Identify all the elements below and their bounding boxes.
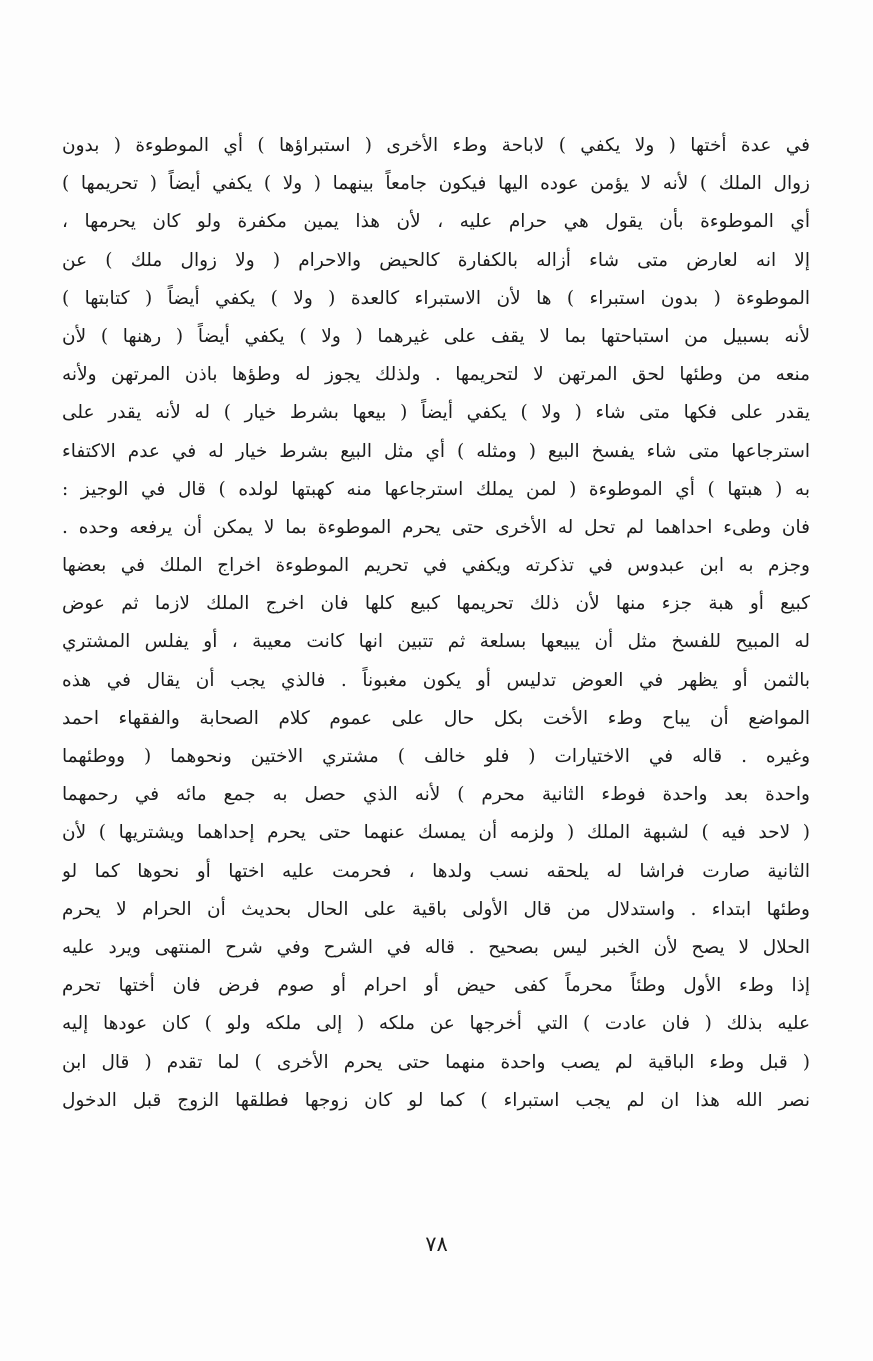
text-line: منعه من وطئها لحق المرتهن لا لتحريمها . ولذلك يجوز له وطؤها باذن المرتهن ولأنه: [62, 364, 810, 386]
text-line: له المبيح للفسخ مثل أن يبيعها بسلعة ثم تتبين انها كانت معيبة ، أو يفلس المشتري: [62, 631, 810, 653]
text-line: إذا وطء الأول وطئاً محرماً كفى حيض أو احرام أو صوم فرض فان أختها تحرم: [62, 975, 810, 997]
text-line: لأنه بسبيل من استباحتها بما لا يقف على غيرهما ( ولا ) يكفي أيضاً ( رهنها ) لأن: [62, 325, 810, 347]
text-line: واحدة بعد واحدة فوطء الثانية محرم ) لأنه الذي حصل به جمع مائه في رحمهما: [62, 784, 810, 806]
text-line: وطئها ابتداء . واستدلال من قال الأولى باقية على الحال بحديث أن الحرام لا يحرم: [62, 898, 810, 920]
text-line: كبيع أو هبة جزء منها لأن ذلك تحريمها كبيع كلها فان اخرج الملك لازما ثم عوض: [62, 593, 810, 615]
text-line: بالثمن أو يظهر في العوض تدليس أو يكون مغبوناً . فالذي يجب أن يقال في هذه: [62, 669, 810, 691]
text-line: في عدة أختها ( ولا يكفي ) لاباحة وطء الأخرى ( استبراؤها ) أي الموطوءة ( بدون: [62, 135, 810, 156]
text-line: زوال الملك ) لأنه لا يؤمن عوده اليها فيكون جامعاً بينهما ( ولا ) يكفي أيضاً ( تحريمها ): [62, 173, 810, 195]
text-line: به ( هبتها ) أي الموطوءة ( لمن يملك استرجاعها منه كهبتها لولده ) قال في الوجيز :: [62, 478, 810, 500]
body-text: [62, 127, 810, 1120]
text-line: الثانية صارت فراشا له يلحقه نسب ولدها ، فحرمت عليه اختها أو نحوها كما لو: [62, 860, 810, 882]
text-line: استرجاعها متى شاء يفسخ البيع ( ومثله ) أي مثل البيع بشرط خيار له في عدم الاكتفاء: [62, 440, 810, 462]
text-line: نصر الله هذا ان لم يجب استبراء ) كما لو كان زوجها فطلقها الزوج قبل الدخول: [62, 1089, 810, 1111]
text-line: المواضع أن يباح وطء الأخت بكل حال على عموم كلام الصحابة والفقهاء احمد: [62, 707, 810, 729]
text-line: عليه بذلك ( فان عادت ) التي أخرجها عن ملكه ( إلى ملكه ولو ) كان عودها إليه: [62, 1013, 810, 1035]
text-line: ( لاحد فيه ) لشبهة الملك ( ولزمه أن يمسك عنهما حتى يحرم إحداهما ويشتريها ) لأن: [62, 822, 810, 844]
text-line: أي الموطوءة بأن يقول هي حرام عليه ، لأن هذا يمين مكفرة ولو كان يحرمها ،: [62, 211, 810, 233]
text-line: الحلال لا يصح لأن الخبر ليس بصحيح . قاله في الشرح وفي شرح المنتهى ويرد عليه: [62, 936, 810, 958]
text-line: الموطوءة ( بدون استبراء ) ها لأن الاستبراء كالعدة ( ولا ) يكفي أيضاً ( كتابتها ): [62, 287, 810, 309]
text-line: ( قبل وطء الباقية لم يصب واحدة منهما حتى يحرم الأخرى ) لما تقدم ( قال ابن: [62, 1051, 810, 1073]
text-line: يقدر على فكها متى شاء ( ولا ) يكفي أيضاً ( بيعها بشرط خيار ) له لأنه يقدر على: [62, 402, 810, 424]
page-number: ٧٨: [425, 1232, 448, 1256]
text-line: فان وطىء احداهما لم تحل له الأخرى حتى يحرم الموطوءة بما لا يمكن أن يرفعه وحده .: [62, 516, 810, 538]
text-line: إلا انه لعارض متى شاء أزاله بالكفارة كالحيض والاحرام ( ولا زوال ملك ) عن: [62, 249, 810, 271]
text-line: وغيره . قاله في الاختيارات ( فلو خالف ) مشتري الاختين ونحوهما ( ووطئهما: [62, 746, 810, 767]
text-line: وجزم به ابن عبدوس في تذكرته ويكفي في تحريم الموطوءة اخراج الملك في بعضها: [62, 555, 810, 577]
